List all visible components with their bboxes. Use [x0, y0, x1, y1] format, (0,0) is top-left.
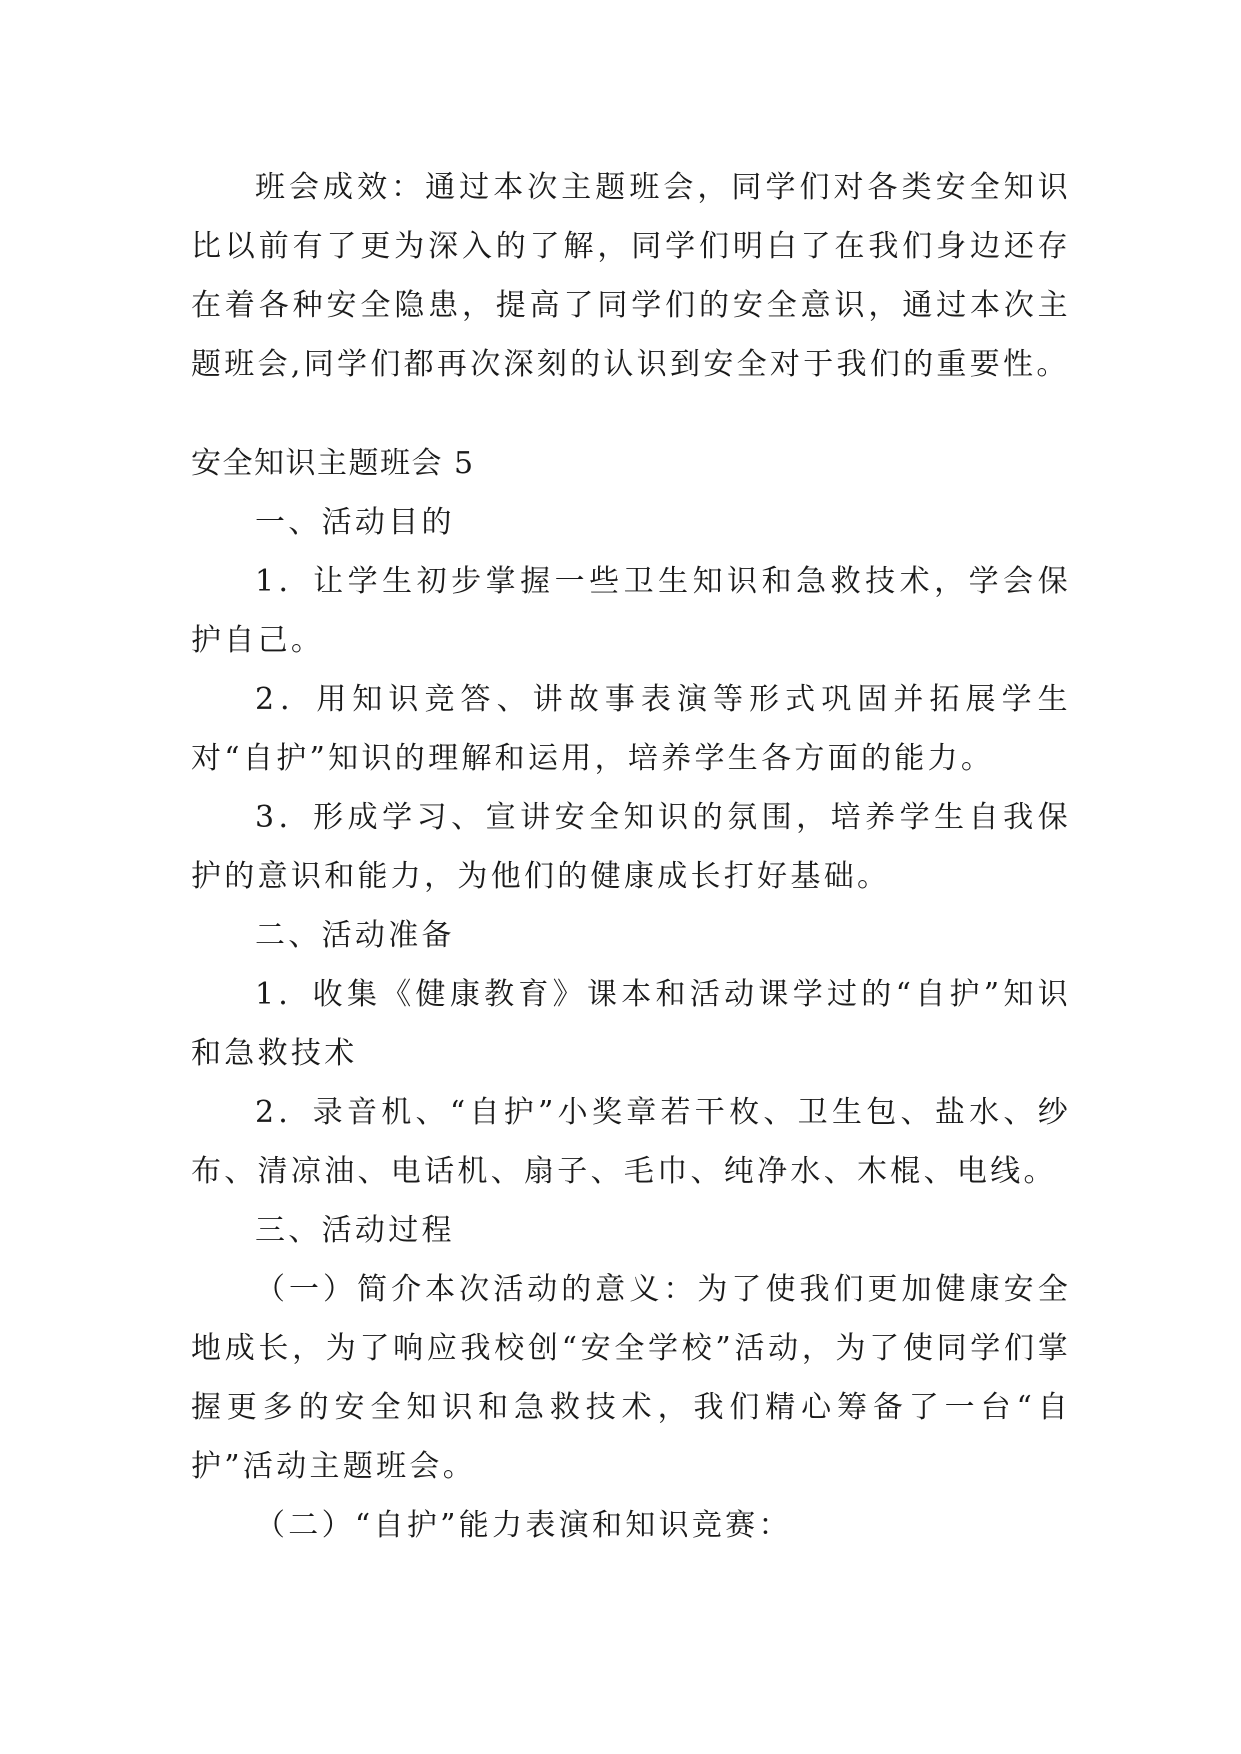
- process-item-2: （二）“自护”能力表演和知识竞赛：: [255, 1508, 792, 1543]
- goal-item-1: 1．让学生初步掌握一些卫生知识和急救技术，学会保护自己。: [191, 564, 1071, 658]
- heading-activity-process: 三、活动过程: [255, 1213, 455, 1248]
- goal-item-3: 3．形成学习、宣讲安全知识的氛围，培养学生自我保护的意识和能力，为他们的健康成长打好基础。: [191, 800, 1071, 894]
- heading-activity-goals: 一、活动目的: [255, 505, 455, 540]
- intro-paragraph: 班会成效：通过本次主题班会，同学们对各类安全知识比以前有了更为深入的了解，同学们明白了在我们身边还存在着各种安全隐患，提高了同学们的安全意识，通过本次主题班会,同学们都再次深刻的认识到安全对于我们的重要性。: [191, 170, 1071, 382]
- spacer: [191, 394, 1071, 434]
- document-body: [191, 158, 1071, 1555]
- goal-item-2: 2．用知识竞答、讲故事表演等形式巩固并拓展学生对“自护”知识的理解和运用，培养学生各方面的能力。: [191, 682, 1071, 776]
- process-item-1: （一）简介本次活动的意义：为了使我们更加健康安全地成长，为了响应我校创“安全学校”活动，为了使同学们掌握更多的安全知识和急救技术，我们精心筹备了一台“自护”活动主题班会。: [191, 1272, 1071, 1484]
- prep-item-1: 1．收集《健康教育》课本和活动课学过的“自护”知识和急救技术: [191, 977, 1071, 1071]
- heading-activity-preparation: 二、活动准备: [255, 918, 455, 953]
- prep-item-2: 2．录音机、“自护”小奖章若干枚、卫生包、盐水、纱布、清凉油、电话机、扇子、毛巾、纯净水、木棍、电线。: [191, 1095, 1071, 1189]
- section-title: 安全知识主题班会 5: [191, 446, 475, 481]
